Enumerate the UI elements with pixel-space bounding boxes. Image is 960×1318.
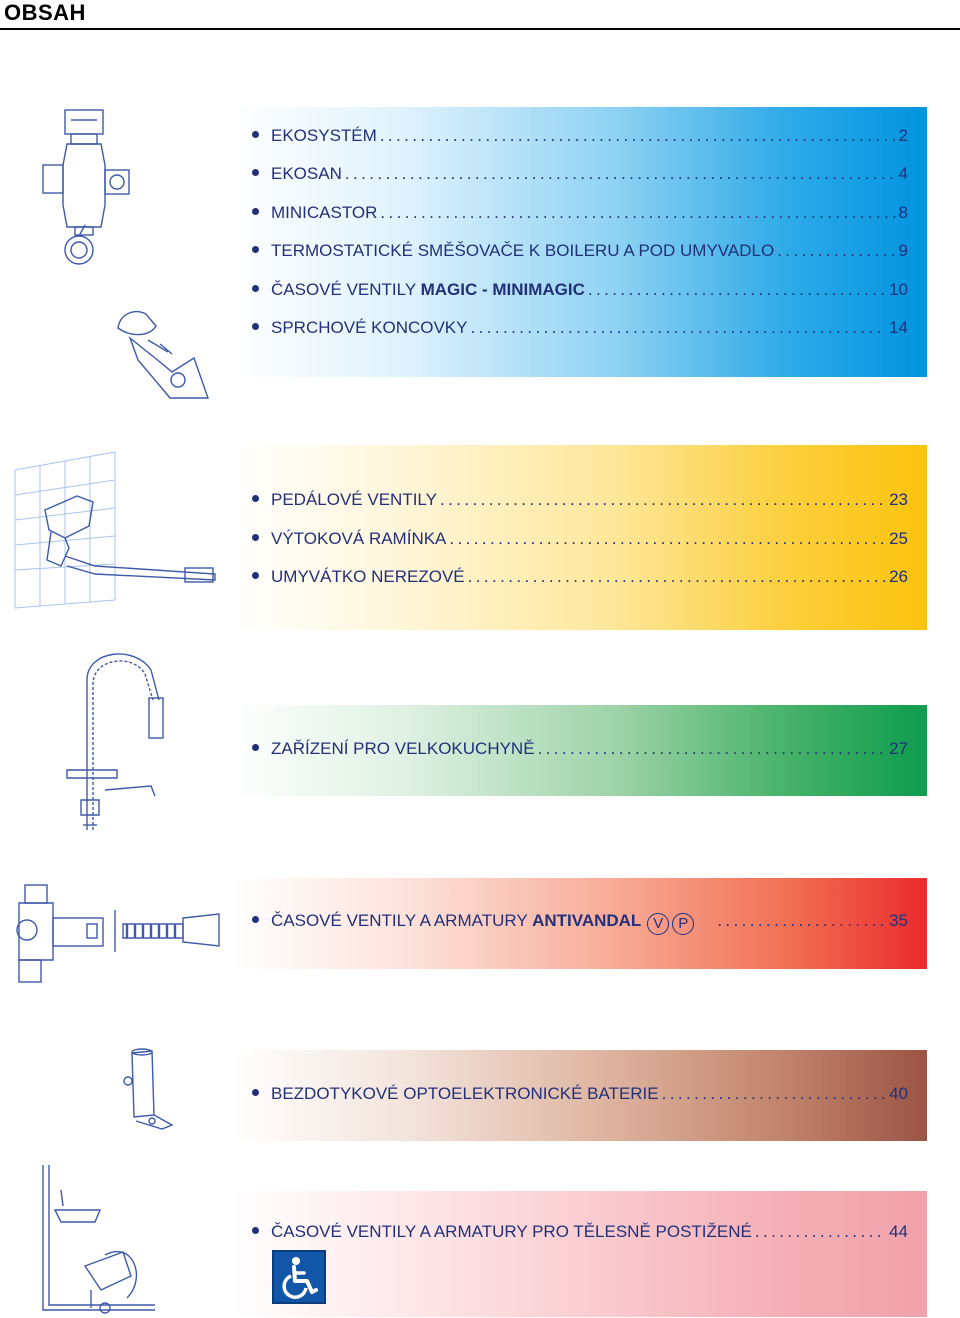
toc-entry-telesne-postizene[interactable] (252, 1220, 908, 1244)
bullet-icon (252, 495, 259, 502)
section-band-6 (232, 1191, 927, 1317)
toc-page-number: 27 (889, 739, 908, 758)
toc-entry-antivandal[interactable] (252, 909, 908, 933)
antivandal-valve-drawing-icon (5, 880, 220, 990)
toc-entry-label-bold: MAGIC - MINIMAGIC (420, 280, 585, 299)
dot-leader (380, 124, 896, 148)
toc-entry-label: TERMOSTATICKÉ SMĚŠOVAČE K BOILERU A POD UMYVADLO (271, 241, 775, 260)
toc-entry-label: ČASOVÉ VENTILY A ARMATURY ANTIVANDAL (271, 911, 642, 930)
bullet-icon (252, 916, 259, 923)
toc-entry-vytokova-raminka[interactable] (252, 527, 908, 551)
bullet-icon (252, 534, 259, 541)
toc-page-number: 10 (889, 280, 908, 299)
dot-leader (468, 565, 886, 589)
page-title: OBSAH (4, 0, 86, 25)
toc-entry-label: UMYVÁTKO NEREZOVÉ (271, 567, 465, 586)
dot-leader (538, 737, 887, 761)
toc-entry-ekosystem[interactable] (252, 124, 908, 148)
dot-leader (449, 527, 886, 551)
thermostatic-mixer-drawing-icon (35, 105, 145, 280)
toc-entry-label: ZAŘÍZENÍ PRO VELKOKUCHYNĚ (271, 739, 535, 758)
toc-entry-label: VÝTOKOVÁ RAMÍNKA (271, 529, 447, 548)
toc-entry-label-bold: ANTIVANDAL (532, 911, 642, 930)
toc-page-number: 40 (889, 1084, 908, 1103)
dot-leader (440, 488, 886, 512)
dot-leader (380, 201, 895, 225)
toc-entry-label: ČASOVÉ VENTILY MAGIC - MINIMAGIC (271, 280, 585, 299)
antivandal-badges (647, 913, 694, 935)
dot-leader (662, 1082, 886, 1106)
bullet-icon (252, 169, 259, 176)
toc-entry-ekosan[interactable] (252, 162, 908, 186)
toc-page-number: 23 (889, 490, 908, 509)
toc-entry-label: EKOSAN (271, 164, 342, 183)
toc-entry-pedalove-ventily[interactable] (252, 488, 908, 512)
toc-entry-label: BEZDOTYKOVÉ OPTOELEKTRONICKÉ BATERIE (271, 1084, 659, 1103)
toc-entry-zarizeni-pro-velkokuchyne[interactable] (252, 737, 908, 761)
dot-leader (755, 1220, 886, 1244)
kitchen-faucet-drawing-icon (55, 640, 175, 840)
wheelchair-icon (272, 1250, 326, 1304)
toc-entry-bezdotykove-baterie[interactable] (252, 1082, 908, 1106)
bullet-icon (252, 744, 259, 751)
toc-page-number: 44 (889, 1222, 908, 1241)
toc-entry-label: EKOSYSTÉM (271, 126, 377, 145)
toc-entry-label: ČASOVÉ VENTILY A ARMATURY PRO TĚLESNĚ POSTIŽENÉ (271, 1222, 752, 1241)
dot-leader (588, 278, 886, 302)
toc-page-number: 14 (889, 318, 908, 337)
bullet-icon (252, 323, 259, 330)
dot-leader (345, 162, 896, 186)
bullet-icon (252, 285, 259, 292)
toc-page-number: 4 (898, 164, 908, 183)
toc-page-number: 35 (889, 911, 908, 930)
bullet-icon (252, 1089, 259, 1096)
toc-entry-termostaticke-smesovace[interactable] (252, 239, 908, 263)
bullet-icon (252, 1227, 259, 1234)
toc-entry-umyvatko-nerezove[interactable] (252, 565, 908, 589)
disabled-basin-drawing-icon (35, 1160, 185, 1315)
toc-entry-minicastor[interactable] (252, 201, 908, 225)
dot-leader (717, 909, 886, 933)
toc-page-number: 26 (889, 567, 908, 586)
dot-leader (777, 239, 895, 263)
toc-entry-sprchove-koncovky[interactable] (252, 316, 908, 340)
pedal-valve-drawing-icon (5, 450, 225, 610)
toc-entry-label: PEDÁLOVÉ VENTILY (271, 490, 437, 509)
push-tap-drawing-icon (110, 300, 215, 405)
bullet-icon (252, 131, 259, 138)
badge-v-icon: V (647, 913, 669, 935)
toc-page-number: 8 (898, 203, 908, 222)
sensor-tap-drawing-icon (112, 1045, 182, 1130)
bullet-icon (252, 208, 259, 215)
toc-entry-label: MINICASTOR (271, 203, 378, 222)
toc-entry-label: SPRCHOVÉ KONCOVKY (271, 318, 468, 337)
badge-p-icon: P (672, 913, 694, 935)
bullet-icon (252, 246, 259, 253)
toc-page-number: 2 (898, 126, 908, 145)
bullet-icon (252, 572, 259, 579)
toc-page-number: 9 (898, 241, 908, 260)
toc-page-number: 25 (889, 529, 908, 548)
toc-entry-casove-ventily-magic[interactable] (252, 278, 908, 302)
title-rule (0, 28, 960, 30)
dot-leader (471, 316, 887, 340)
